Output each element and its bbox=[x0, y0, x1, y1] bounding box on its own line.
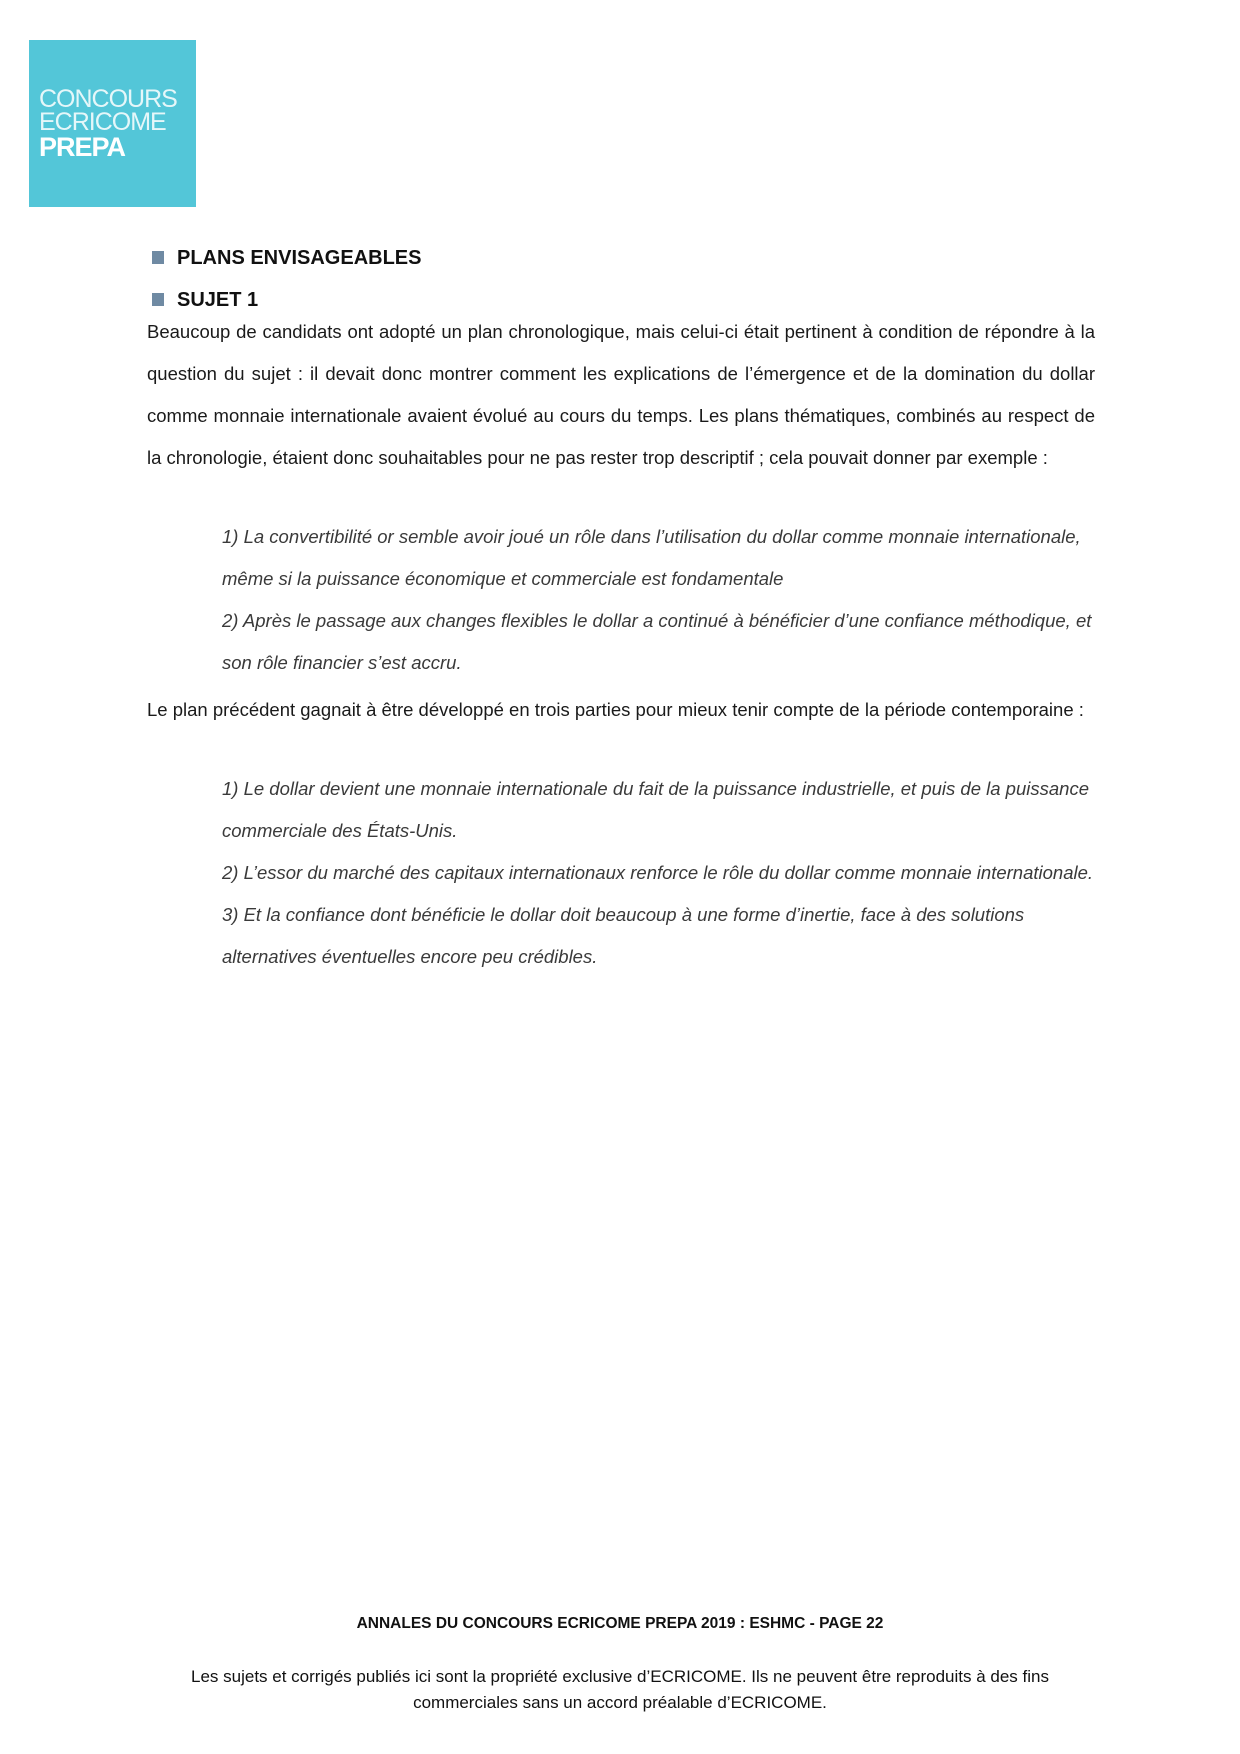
plan-one-item: 1) La convertibilité or semble avoir joué un rôle dans l’utilisation du dollar comme monnaie internationale, même si la puissance économique et commerciale est fondamentale bbox=[222, 526, 1081, 589]
heading-plans-text: PLANS ENVISAGEABLES bbox=[177, 247, 422, 269]
footer-title: ANNALES DU CONCOURS ECRICOME PREPA 2019 : ESHMC - PAGE 22 bbox=[356, 1615, 884, 1632]
ecricome-logo bbox=[29, 40, 196, 207]
logo-line-prepa: PREPA bbox=[39, 132, 126, 162]
plan-two-item: 2) L’essor du marché des capitaux internationaux renforce le rôle du dollar comme monnaie internationale. bbox=[222, 862, 1094, 883]
heading-sujet-text: SUJET 1 bbox=[177, 289, 259, 311]
logo-line-ecricome: ECRICOME bbox=[39, 108, 166, 136]
plan-two-item: 3) Et la confiance dont bénéficie le dollar doit beaucoup à une forme d’inertie, face à des solutions alternatives éventuelles encore peu crédibles. bbox=[222, 904, 1025, 967]
section-heading-sujet bbox=[152, 288, 258, 312]
footer-copyright-note: Les sujets et corrigés publiés ici sont la propriété exclusive d’ECRICOME. Ils ne peuvent être reproduits à des fins commerciales sans un accord préalable d’ECRICOME. bbox=[191, 1667, 1049, 1712]
plan-one-list bbox=[222, 516, 1094, 684]
bullet-square-icon bbox=[152, 293, 164, 306]
intro-paragraph: Beaucoup de candidats ont adopté un plan chronologique, mais celui-ci était pertinent à condition de répondre à la question du sujet : il devait donc montrer comment les explications de l’émergence et de la domination du dollar comme monnaie internationale avaient évolué au cours du temps. Les plans thématiques, combinés au respect de la chronologie, étaient donc souhaitables pour ne pas rester trop descriptif ; cela pouvait donner par exemple : bbox=[147, 321, 1095, 468]
section-heading-plans bbox=[152, 246, 421, 270]
second-paragraph: Le plan précédent gagnait à être développé en trois parties pour mieux tenir compte de la période contemporaine : bbox=[147, 699, 1084, 720]
plan-two-list bbox=[222, 768, 1094, 978]
bullet-square-icon bbox=[152, 251, 164, 264]
logo-line-concours: CONCOURS bbox=[39, 85, 177, 113]
plan-one-item: 2) Après le passage aux changes flexibles le dollar a continué à bénéficier d’une confiance méthodique, et son rôle financier s’est accru. bbox=[222, 610, 1092, 673]
plan-two-item: 1) Le dollar devient une monnaie internationale du fait de la puissance industrielle, et puis de la puissance commerciale des États-Unis. bbox=[222, 778, 1089, 841]
